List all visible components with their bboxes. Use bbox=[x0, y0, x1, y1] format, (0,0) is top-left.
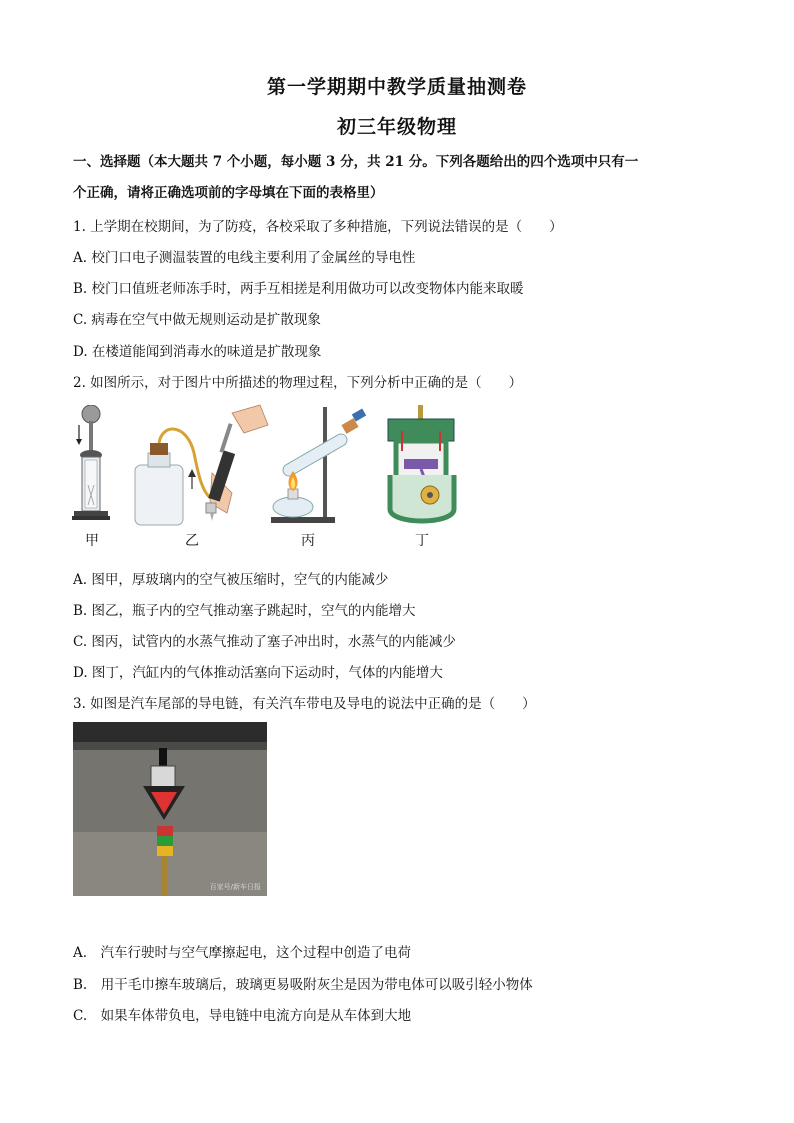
figure-label-yi: 乙 bbox=[185, 533, 199, 549]
figure-bing-test-tube-lamp bbox=[269, 403, 373, 527]
figure-yi-bottle-pump bbox=[132, 403, 272, 527]
q1-option-d: D. 在楼道能闻到消毒水的味道是扩散现象 bbox=[73, 344, 322, 360]
page-subtitle: 初三年级物理 bbox=[336, 116, 457, 138]
q1-option-a: A. 校门口电子测温装置的电线主要利用了金属丝的导电性 bbox=[73, 250, 416, 266]
page-title: 第一学期期中教学质量抽测卷 bbox=[266, 76, 527, 98]
q1-option-b: B. 校门口值班老师冻手时，两手互相搓是利用做功可以改变物体内能来取暖 bbox=[73, 281, 524, 297]
q1-stem: 1. 上学期在校期间，为了防疫，各校采取了多种措施，下列说法错误的是（ ） bbox=[73, 219, 563, 235]
q3-option-c: C. 如果车体带负电，导电链中电流方向是从车体到大地 bbox=[73, 1008, 412, 1024]
q2-stem: 2. 如图所示，对于图片中所描述的物理过程，下列分析中正确的是（ ） bbox=[73, 375, 523, 391]
figure-ding-engine-cylinder bbox=[382, 405, 462, 525]
figure-label-bing: 丙 bbox=[301, 533, 315, 549]
q2-option-c: C. 图丙，试管内的水蒸气推动了塞子冲出时，水蒸气的内能减少 bbox=[73, 634, 456, 650]
q2-option-a: A. 图甲，厚玻璃内的空气被压缩时，空气的内能减少 bbox=[73, 572, 389, 588]
q3-option-a: A. 汽车行驶时与空气摩擦起电，这个过程中创造了电荷 bbox=[73, 945, 412, 961]
section-heading-line1: 一、选择题（本大题共 7 个小题，每小题 3 分，共 21 分。下列各题给出的四个选项中只有一 bbox=[73, 154, 639, 170]
q2-option-b: B. 图乙，瓶子内的空气推动塞子跳起时，空气的内能增大 bbox=[73, 603, 416, 619]
photo-watermark: 百家号/新车日报 bbox=[209, 883, 261, 891]
figure-jia-compression-cylinder bbox=[72, 405, 112, 527]
q3-stem: 3. 如图是汽车尾部的导电链，有关汽车带电及导电的说法中正确的是（ ） bbox=[73, 696, 536, 712]
figure-label-ding: 丁 bbox=[415, 533, 429, 549]
q3-option-b: B. 用干毛巾擦车玻璃后，玻璃更易吸附灰尘是因为带电体可以吸引轻小物体 bbox=[73, 977, 533, 993]
q1-option-c: C. 病毒在空气中做无规则运动是扩散现象 bbox=[73, 312, 321, 328]
figure-label-jia: 甲 bbox=[85, 533, 99, 549]
car-grounding-strap-photo bbox=[73, 722, 267, 896]
q2-option-d: D. 图丁，汽缸内的气体推动活塞向下运动时，气体的内能增大 bbox=[73, 665, 443, 681]
section-heading-line2: 个正确，请将正确选项前的字母填在下面的表格里） bbox=[73, 185, 384, 201]
